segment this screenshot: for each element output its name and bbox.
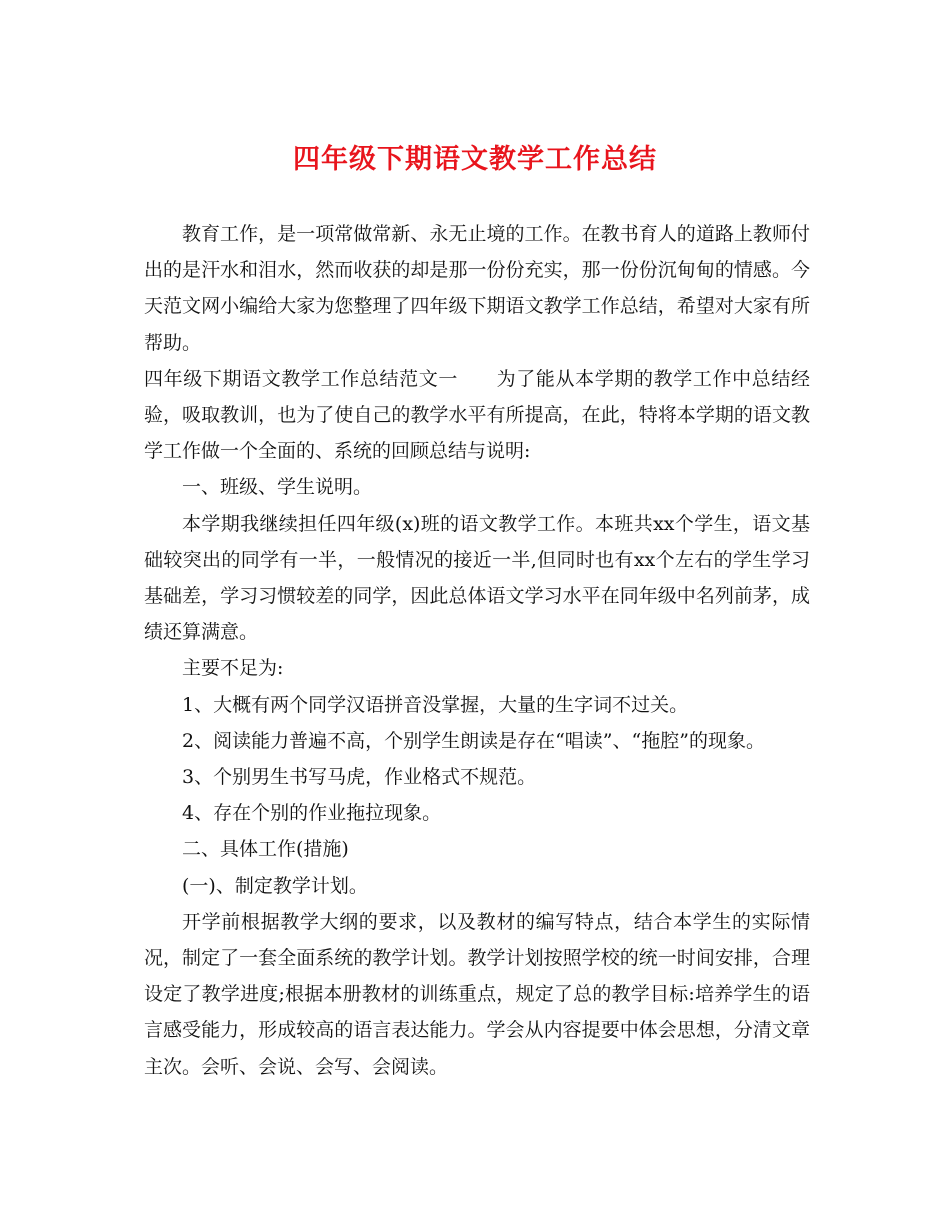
subsection1-body: 开学前根据教学大纲的要求，以及教材的编写特点，结合本学生的实际情况，制定了一套全面系统的教学计划。教学计划按照学校的统一时间安排，合理设定了教学进度;根据本册教材的训练重点，规定了总的教学目标:培养学生的语言感受能力，形成较高的语言表达能力。学会从内容提要中体会思想，分清文章主次。会听、会说、会写、会阅读。 [144,910,810,1078]
document-title: 四年级下期语文教学工作总结 [293,144,657,175]
deficiency-item-1: 1、大概有两个同学汉语拼音没掌握，大量的生字词不过关。 [182,693,689,716]
sample-paragraph [144,361,810,470]
section2-heading: 二、具体工作(措施) [182,838,349,861]
section1-heading: 一、班级、学生说明。 [182,476,373,499]
deficiency-item-4: 4、存在个别的作业拖拉现象。 [182,802,442,825]
sample-body: 为了能从本学期的教学工作中总结经验，吸取教训，也为了使自己的教学水平有所提高，在此，特将本学期的语文教学工作做一个全面的、系统的回顾总结与说明: [144,367,810,463]
intro-paragraph: 教育工作，是一项常做常新、永无止境的工作。在教书育人的道路上教师付出的是汗水和泪水，然而收获的却是那一份份充实，那一份份沉甸甸的情感。今天范文网小编给大家为您整理了四年级下期语文教学工作总结，希望对大家有所帮助。 [144,223,810,354]
deficiency-item-2: 2、阅读能力普遍不高，个别学生朗读是存在“唱读”、“拖腔”的现象。 [182,729,765,752]
document-body [144,216,810,1085]
subsection1-heading: (一)、制定教学计划。 [182,874,368,897]
deficiency-heading: 主要不足为: [182,657,284,680]
deficiency-item-3: 3、个别男生书写马虎，作业格式不规范。 [182,766,537,789]
sample-heading: 四年级下期语文教学工作总结范文一 [144,367,458,390]
section1-body: 本学期我继续担任四年级(x)班的语文教学工作。本班共xx个学生，语文基础较突出的同学有一半，一般情况的接近一半,但同时也有xx个左右的学生学习基础差，学习习惯较差的同学，因此总体语文学习水平在同年级中名列前茅，成绩还算满意。 [144,512,810,644]
